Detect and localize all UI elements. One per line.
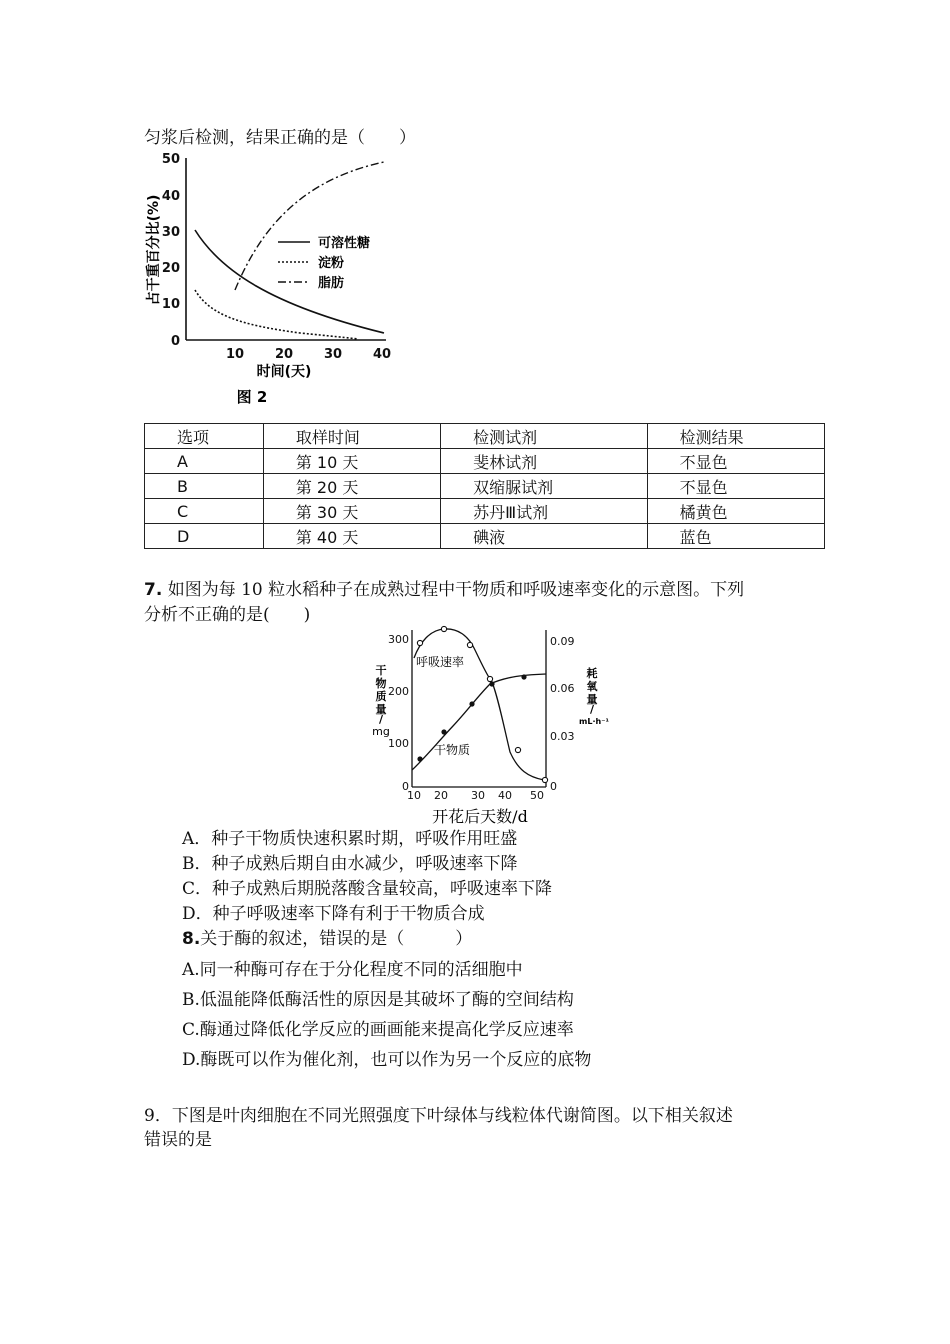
q7-point-dry-matter bbox=[469, 701, 474, 706]
table-cell: 蓝色 bbox=[647, 524, 824, 549]
table-cell: A bbox=[145, 449, 264, 474]
legend-fat: 脂肪 bbox=[318, 276, 345, 291]
fig2-xtick: 20 bbox=[274, 347, 294, 362]
fig2-xtick: 10 bbox=[225, 347, 245, 362]
question-intro: 匀浆后检测，结果正确的是（ ） bbox=[144, 128, 416, 148]
fig2-caption: 图 2 bbox=[236, 388, 268, 406]
q7-left-tick: 300 bbox=[388, 633, 409, 646]
q7-left-label-char: 干 bbox=[375, 664, 387, 677]
q7-stem-line2: 分析不正确的是( ) bbox=[144, 605, 311, 625]
q7-right-tick: 0.03 bbox=[550, 730, 575, 743]
fig2-ytick: 20 bbox=[161, 261, 180, 276]
q7-point-dry-matter bbox=[521, 674, 526, 679]
q7-right-tick: 0 bbox=[550, 780, 557, 793]
q7-option-b: B．种子成熟后期自由水减少，呼吸速率下降 bbox=[182, 854, 518, 874]
table-cell: 不显色 bbox=[647, 449, 824, 474]
fig2-ylabel: 占干重百分比(%) bbox=[146, 194, 162, 306]
q7-left-tick: 0 bbox=[402, 780, 409, 793]
table-cell: D bbox=[145, 524, 264, 549]
figure-q7-chart bbox=[368, 622, 618, 832]
q7-left-tick: 200 bbox=[388, 685, 409, 698]
q7-point-respiration bbox=[441, 626, 446, 631]
table-cell: B bbox=[145, 474, 264, 499]
legend-sugar: 可溶性糖 bbox=[318, 236, 371, 251]
table-cell: 橘黄色 bbox=[647, 499, 824, 524]
fig2-xtick: 30 bbox=[323, 347, 343, 362]
q7-left-label-char: 物 bbox=[375, 677, 387, 690]
fig2-ytick: 50 bbox=[161, 152, 180, 167]
q8-number: 8. bbox=[182, 929, 201, 949]
q9-stem-line1: 9．下图是叶肉细胞在不同光照强度下叶绿体与线粒体代谢简图。以下相关叙述 bbox=[144, 1106, 733, 1126]
table-cell: 第 40 天 bbox=[263, 524, 440, 549]
q7-point-dry-matter bbox=[441, 729, 446, 734]
q7-right-label-char: 氧 bbox=[586, 680, 598, 693]
table-cell: C bbox=[145, 499, 264, 524]
q7-left-label-char: mg bbox=[372, 725, 390, 738]
q8-option-c: C.酶通过降低化学反应的画画能来提高化学反应速率 bbox=[182, 1020, 574, 1040]
table-cell: 碘液 bbox=[441, 524, 648, 549]
q7-option-d: D．种子呼吸速率下降有利于干物质合成 bbox=[182, 904, 485, 924]
table-cell: 第 20 天 bbox=[263, 474, 440, 499]
q7-right-label-char: 耗 bbox=[586, 667, 598, 680]
q7-xtick: 10 bbox=[407, 789, 421, 802]
q7-right-tick: 0.09 bbox=[550, 635, 575, 648]
q7-line1 bbox=[144, 578, 744, 602]
q7-xtick: 40 bbox=[498, 789, 512, 802]
q7-number: 7. bbox=[144, 580, 163, 600]
fig2-xlabel: 时间(天) bbox=[256, 364, 312, 380]
table-cell: 双缩脲试剂 bbox=[441, 474, 648, 499]
table-cell: 斐林试剂 bbox=[441, 449, 648, 474]
q8-stem bbox=[182, 927, 472, 951]
q7-left-label-char: 质 bbox=[375, 690, 387, 703]
q7-right-label-char: 量 bbox=[586, 693, 598, 706]
q7-xlabel: 开花后天数/d bbox=[432, 807, 528, 826]
table-header-cell: 取样时间 bbox=[263, 424, 440, 449]
q7-xtick: 30 bbox=[471, 789, 485, 802]
fig2-ytick: 0 bbox=[170, 334, 180, 349]
q7-point-dry-matter bbox=[417, 756, 422, 761]
q7-point-respiration bbox=[487, 676, 492, 681]
q7-right-tick: 0.06 bbox=[550, 682, 575, 695]
q7-label-respiration: 呼吸速率 bbox=[416, 655, 465, 669]
figure-2-chart bbox=[140, 150, 400, 410]
q7-label-dry-matter: 干物质 bbox=[434, 743, 471, 757]
table-row bbox=[145, 449, 825, 474]
q7-xtick: 50 bbox=[530, 789, 544, 802]
table-cell: 第 10 天 bbox=[263, 449, 440, 474]
q9-stem-line2: 错误的是 bbox=[144, 1130, 212, 1150]
options-table bbox=[144, 423, 825, 549]
table-cell: 不显色 bbox=[647, 474, 824, 499]
q7-point-respiration bbox=[515, 747, 520, 752]
table-header-cell: 选项 bbox=[145, 424, 264, 449]
fig2-ytick: 30 bbox=[161, 225, 180, 240]
q7-point-respiration bbox=[542, 777, 547, 782]
table-row bbox=[145, 499, 825, 524]
q8-stem-text: 关于酶的叙述，错误的是（ ） bbox=[200, 929, 473, 949]
q7-xtick: 20 bbox=[434, 789, 448, 802]
table-header-row bbox=[145, 424, 825, 449]
table-header-cell: 检测试剂 bbox=[441, 424, 648, 449]
q7-left-label-char: / bbox=[378, 713, 384, 726]
q7-option-a: A．种子干物质快速积累时期，呼吸作用旺盛 bbox=[182, 829, 518, 849]
q7-right-label-char: mL·h⁻¹ bbox=[579, 717, 609, 726]
table-row bbox=[145, 524, 825, 549]
fig2-ytick: 40 bbox=[161, 189, 180, 204]
fig2-xtick: 40 bbox=[372, 347, 392, 362]
table-row bbox=[145, 474, 825, 499]
q7-point-respiration bbox=[467, 642, 472, 647]
q7-curve-dry-matter bbox=[412, 674, 546, 770]
table-header-cell: 检测结果 bbox=[647, 424, 824, 449]
fig2-ytick: 10 bbox=[161, 297, 180, 312]
table-cell: 第 30 天 bbox=[263, 499, 440, 524]
q7-point-respiration bbox=[417, 640, 422, 645]
legend-starch: 淀粉 bbox=[318, 256, 345, 271]
q8-option-d: D.酶既可以作为催化剂，也可以作为另一个反应的底物 bbox=[182, 1050, 592, 1070]
q7-left-tick: 100 bbox=[388, 737, 409, 750]
table-cell: 苏丹Ⅲ试剂 bbox=[441, 499, 648, 524]
curve-fat bbox=[235, 162, 384, 290]
q7-stem-line1: 如图为每 10 粒水稻种子在成熟过程中干物质和呼吸速率变化的示意图。下列 bbox=[162, 580, 745, 600]
q7-option-c: C．种子成熟后期脱落酸含量较高，呼吸速率下降 bbox=[182, 879, 553, 899]
q7-point-dry-matter bbox=[489, 681, 494, 686]
q7-curve-respiration bbox=[414, 629, 544, 780]
q8-option-a: A.同一种酶可存在于分化程度不同的活细胞中 bbox=[182, 960, 523, 980]
q7-left-label-char: 量 bbox=[375, 703, 387, 716]
q8-option-b: B.低温能降低酶活性的原因是其破坏了酶的空间结构 bbox=[182, 990, 574, 1010]
q7-right-label-char: / bbox=[589, 703, 595, 716]
